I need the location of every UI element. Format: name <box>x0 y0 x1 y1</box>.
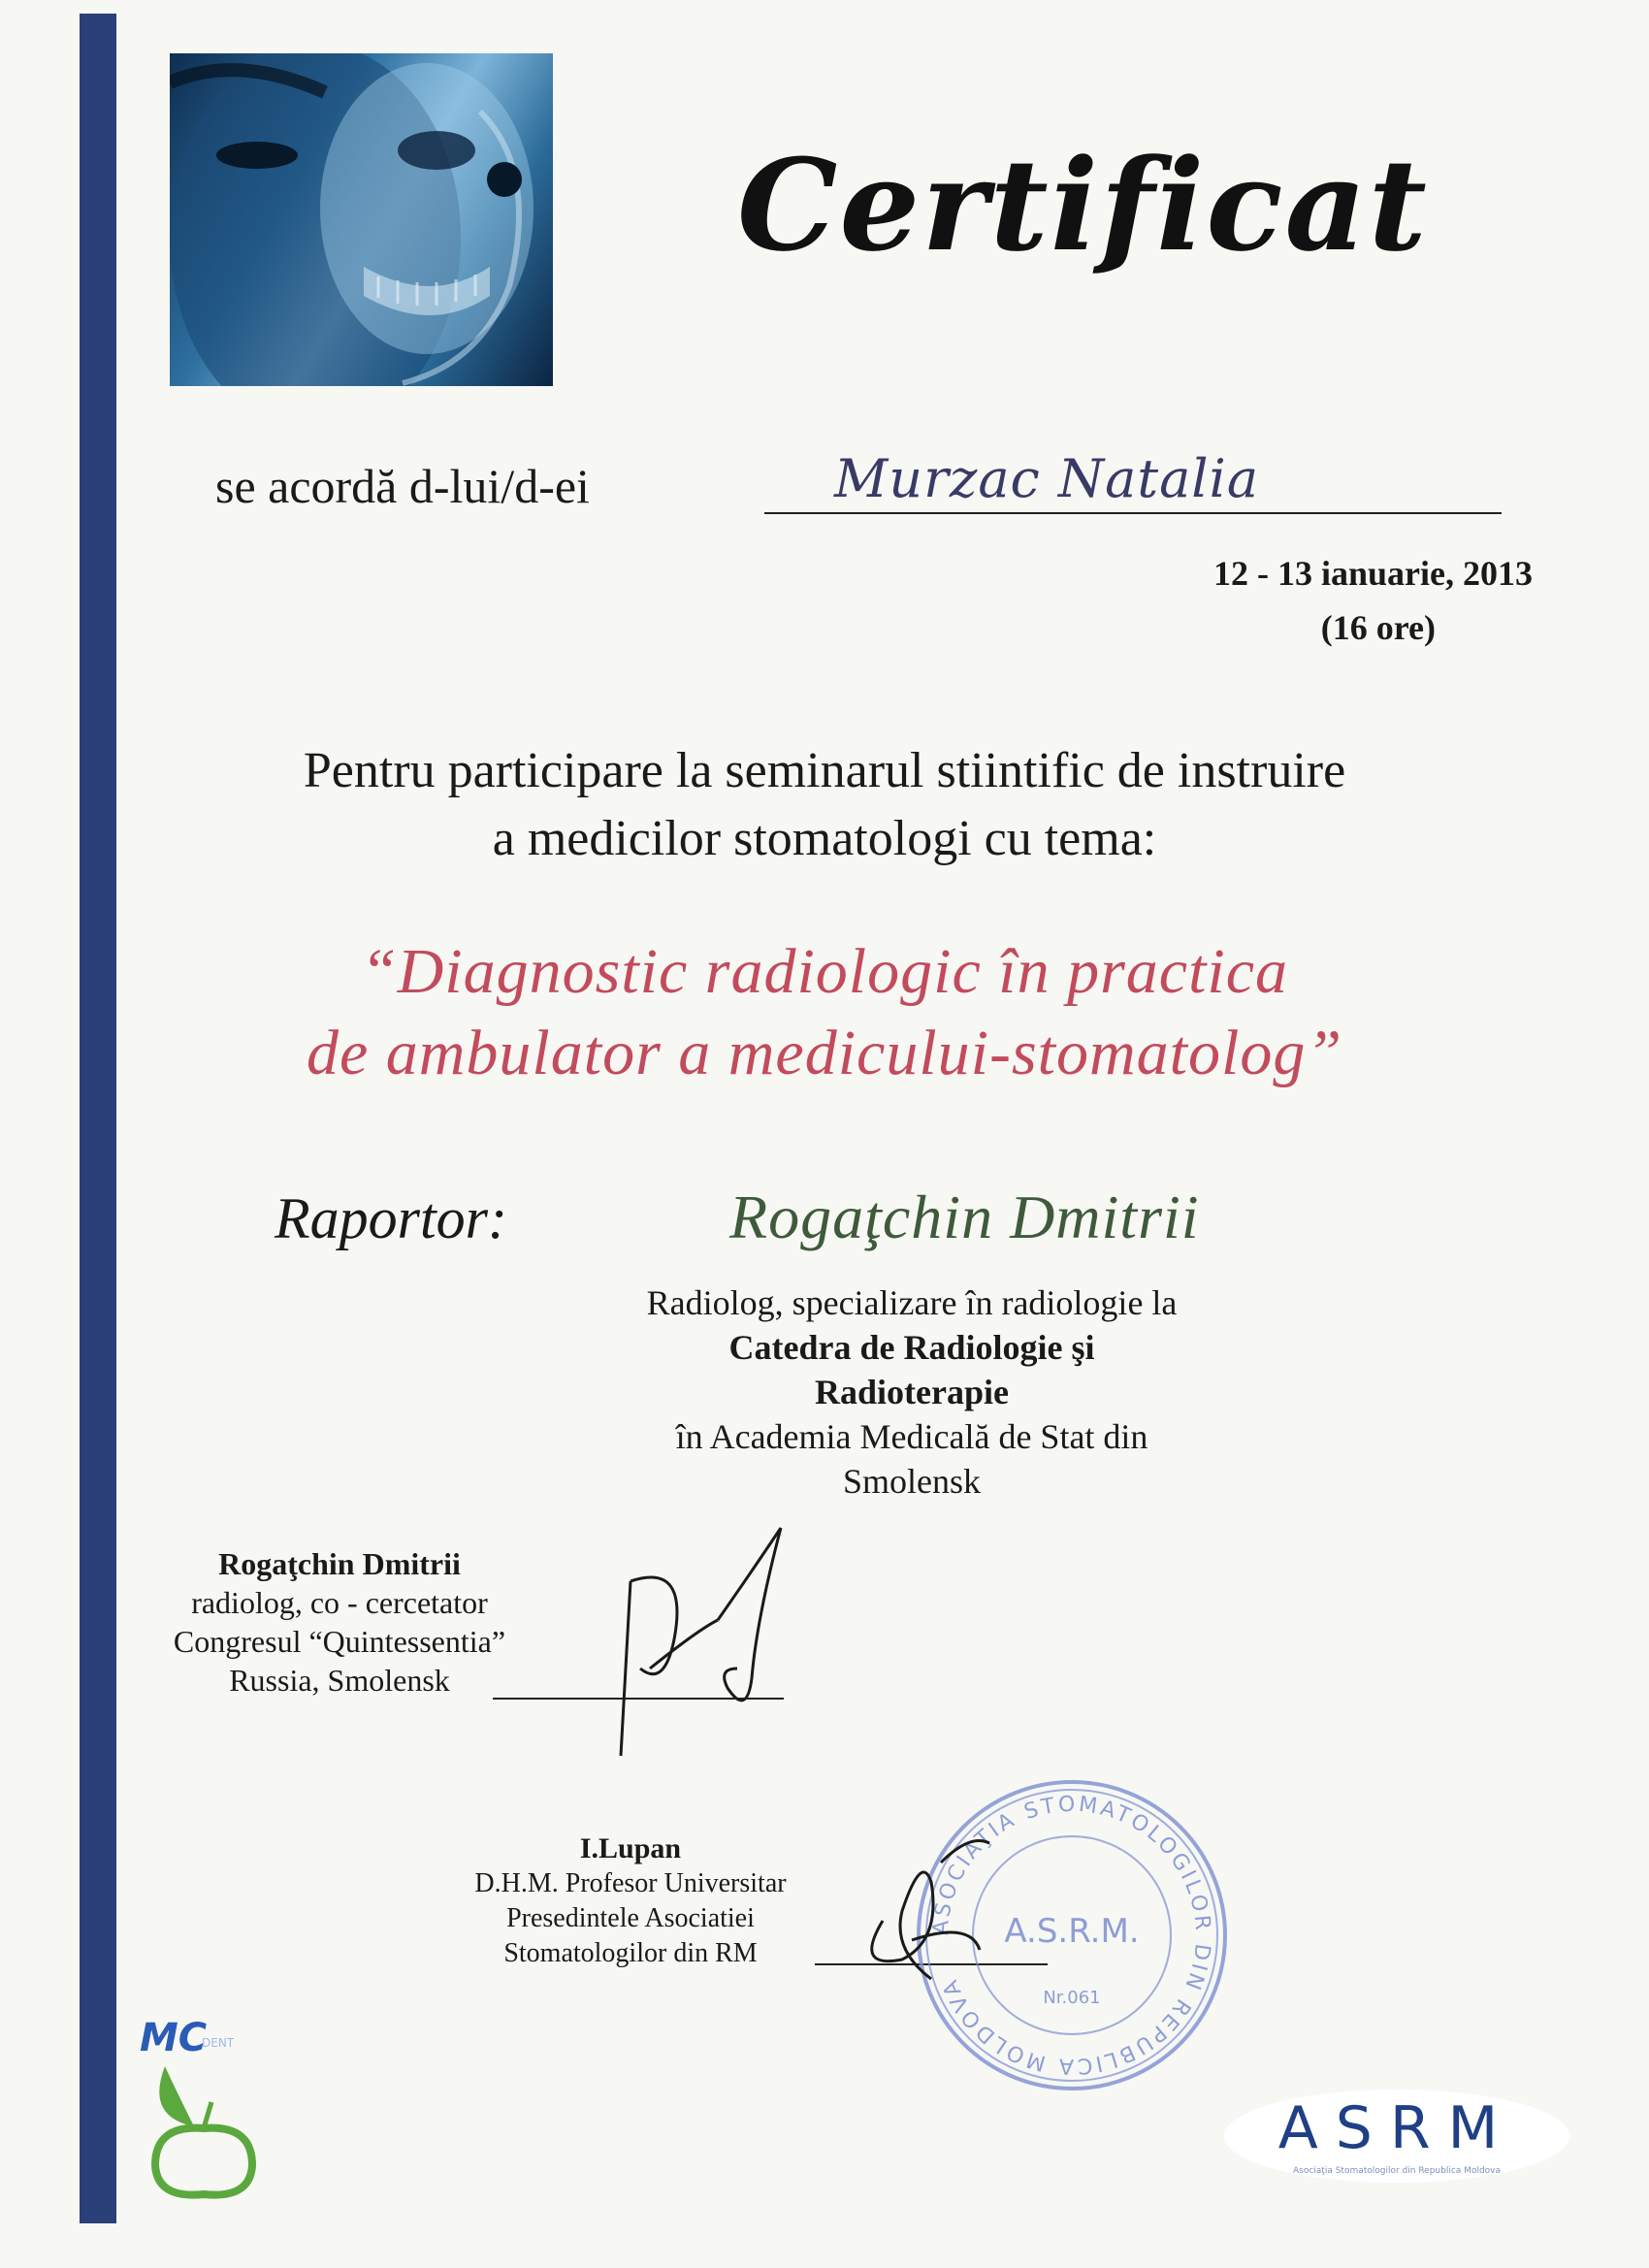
asrm-logo-subtext: Asociaţia Stomatologilor din Republica Moldova <box>1292 2166 1502 2176</box>
seminar-theme <box>146 931 1504 1094</box>
left-border-band <box>80 14 116 2223</box>
signatory-2 <box>427 1831 834 1971</box>
signatory-2-title: D.H.M. Profesor Universitar <box>474 1868 787 1898</box>
signatory-1 <box>146 1544 534 1700</box>
recipient-underline <box>764 512 1502 514</box>
speaker-info-2: Catedra de Radiologie şi Radioterapie <box>728 1328 1095 1411</box>
stamp-center-text: A.S.R.M. <box>1004 1912 1140 1951</box>
raportor-label: Raportor: <box>275 1186 507 1250</box>
handwritten-signature-1 <box>582 1523 815 1775</box>
handwritten-signature-2 <box>844 1824 999 1989</box>
mc-logo-text: MC <box>140 2016 208 2060</box>
speaker-credentials <box>630 1280 1193 1504</box>
asrm-logo <box>1222 2088 1571 2185</box>
intro-line-2: a medicilor stomatologi cu tema: <box>492 811 1157 866</box>
signatory-1-place: Russia, Smolensk <box>229 1663 450 1698</box>
signatory-2-name: I.Lupan <box>579 1832 682 1864</box>
signatory-1-org: Congresul “Quintessentia” <box>173 1624 506 1659</box>
theme-line-2: de ambulator a medicului-stomatolog” <box>306 1018 1343 1088</box>
asrm-logo-text: ASRM <box>1277 2094 1516 2162</box>
xray-face-image <box>170 53 553 386</box>
signatory-2-org: Stomatologilor din RM <box>503 1938 758 1968</box>
stamp-ring-text: ASOCIAŢIA STOMATOLOGILOR DIN REPUBLICA MOLDOVA <box>928 1792 1215 2079</box>
stamp-number: Nr.061 <box>1043 1988 1101 2008</box>
seminar-dates: 12 - 13 ianuarie, 2013 <box>1213 554 1533 593</box>
mc-dent-logo <box>136 2010 291 2204</box>
theme-line-1: “Diagnostic radiologic în practica <box>360 936 1289 1007</box>
speaker-info-1: Radiolog, specializare în radiologie la <box>646 1283 1178 1322</box>
mc-logo-small-text: DENT <box>202 2036 235 2050</box>
intro-line-1: Pentru participare la seminarul stiintific de instruire <box>303 743 1346 798</box>
certificate-title: Certificat <box>737 131 1429 279</box>
seminar-hours: (16 ore) <box>1320 608 1436 647</box>
speaker-name: Rogaţchin Dmitrii <box>729 1183 1200 1251</box>
awarded-label: se acordă d-lui/d-ei <box>215 459 590 513</box>
intro-text <box>146 737 1504 873</box>
signatory-1-name: Rogaţchin Dmitrii <box>218 1546 461 1581</box>
speaker-info-3: în Academia Medicală de Stat din Smolensk <box>675 1417 1148 1501</box>
signatory-2-role: Presedintele Asociatiei <box>506 1903 755 1933</box>
recipient-name: Murzac Natalia <box>834 448 1260 509</box>
signatory-1-role: radiolog, co - cercetator <box>191 1585 488 1620</box>
